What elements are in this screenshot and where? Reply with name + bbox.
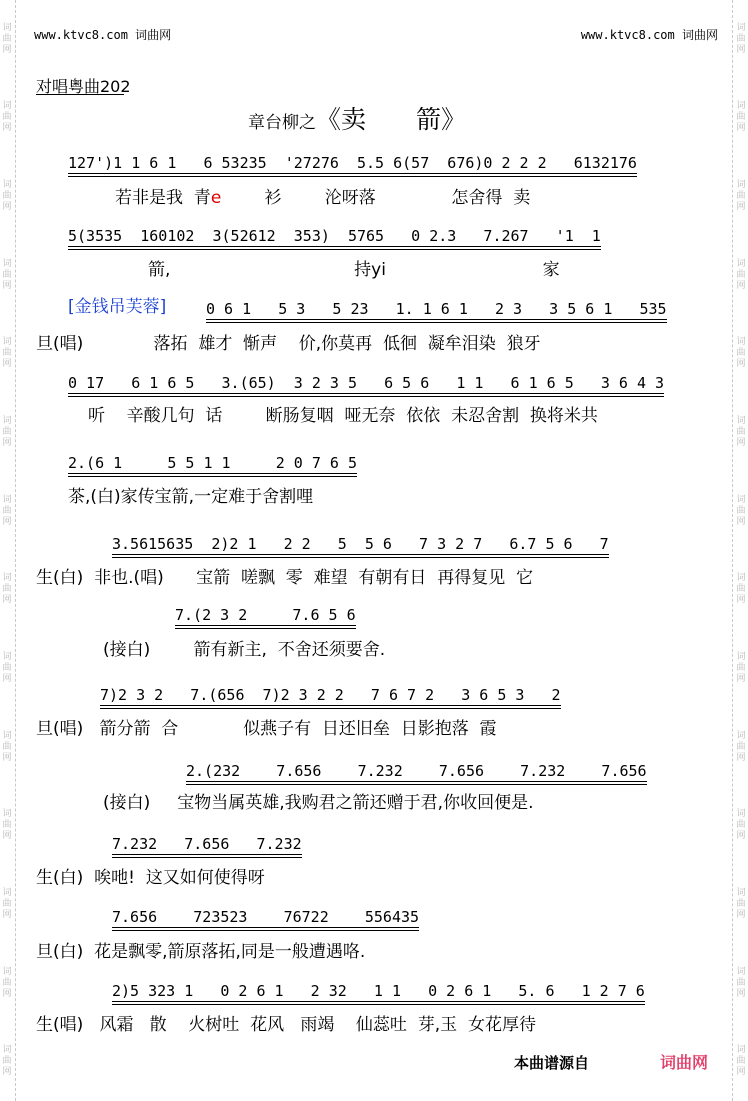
watermark-char: 网 xyxy=(2,359,12,370)
watermark-char: 网 xyxy=(736,909,746,920)
beat-underline xyxy=(100,708,561,709)
song-title-name: 《卖 箭》 xyxy=(316,105,467,134)
watermark-char: 曲 xyxy=(736,191,746,202)
watermark-char: 曲 xyxy=(2,505,12,516)
watermark-group xyxy=(736,101,745,134)
watermark-char: 网 xyxy=(2,202,12,213)
watermark-char: 曲 xyxy=(736,662,746,673)
site-name[interactable]: 词曲网 xyxy=(681,28,718,42)
notation-line: 2)5 323 1 0 2 6 1 2 32 1 1 0 2 6 1 5. 6 1 2 7 6 xyxy=(112,982,645,1000)
watermark-char: 词 xyxy=(736,573,746,584)
watermark-char: 词 xyxy=(736,651,746,662)
lyric-segment: 衫 沦呀落 怎舍得 卖 xyxy=(221,188,531,208)
lyric-segment: e xyxy=(210,188,222,208)
watermark-group xyxy=(2,337,11,370)
site-url[interactable]: www.ktvc8.com xyxy=(580,28,675,42)
watermark-char: 网 xyxy=(2,752,12,763)
notation-line: 7.232 7.656 7.232 xyxy=(112,835,302,853)
watermark-char: 词 xyxy=(736,337,746,348)
beat-underline xyxy=(186,784,647,785)
beat-underline xyxy=(175,625,356,626)
beat-underline xyxy=(112,557,609,558)
watermark-char: 网 xyxy=(2,988,12,999)
watermark-group xyxy=(2,1045,11,1078)
watermark-char: 网 xyxy=(736,752,746,763)
lyric-line: 生(唱) 风霜 散 火树吐 花风 雨竭 仙蕊吐 芽,玉 女花厚待 xyxy=(36,1015,536,1035)
watermark-group xyxy=(2,495,11,528)
beat-underline xyxy=(68,473,357,474)
lyric-line: 生(白) 唉吔! 这又如何使得呀 xyxy=(36,868,265,888)
watermark-group xyxy=(736,416,745,449)
beat-underline xyxy=(112,857,302,858)
watermark-char: 网 xyxy=(736,280,746,291)
notation-line: 2.(6 1 5 5 1 1 2 0 7 6 5 xyxy=(68,454,357,472)
beat-underline xyxy=(100,705,561,706)
watermark-char: 曲 xyxy=(2,584,12,595)
watermark-char: 曲 xyxy=(736,427,746,438)
watermark-char: 曲 xyxy=(2,1056,12,1067)
notation-line: 7.(2 3 2 7.6 5 6 xyxy=(175,606,356,624)
watermark-char: 网 xyxy=(736,123,746,134)
watermark-char: 网 xyxy=(2,123,12,134)
watermark-group xyxy=(2,809,11,842)
series-title-text: 对唱粤曲202 xyxy=(36,77,131,96)
watermark-char: 词 xyxy=(2,809,12,820)
source-label: 本曲谱源自 xyxy=(514,1054,590,1072)
brand-logo[interactable]: 词曲网 xyxy=(660,1053,709,1072)
site-url[interactable]: www.ktvc8.com xyxy=(34,28,128,42)
watermark-char: 词 xyxy=(736,730,746,741)
watermark-char: 词 xyxy=(2,651,12,662)
beat-underline xyxy=(186,781,647,782)
watermark-char: 词 xyxy=(2,180,12,191)
watermark-char: 词 xyxy=(2,258,12,269)
watermark-group xyxy=(2,101,11,134)
beat-underline xyxy=(68,173,637,174)
watermark-char: 词 xyxy=(2,101,12,112)
watermark-char: 词 xyxy=(2,966,12,977)
notation-line: 127')1 1 6 1 6 53235 '27276 5.5 6(57 676)0 2 2 2 6132176 xyxy=(68,154,637,172)
lyric-line: 旦(白) 花是飘零,箭原落拓,同是一般遭遇咯. xyxy=(36,942,366,962)
beat-underline xyxy=(112,1001,645,1002)
beat-underline xyxy=(68,476,357,477)
watermark-char: 网 xyxy=(736,988,746,999)
notation-line: 0 17 6 1 6 5 3.(65) 3 2 3 5 6 5 6 1 1 6 1 6 5 3 6 4 3 xyxy=(68,374,664,392)
watermark-char: 词 xyxy=(736,416,746,427)
watermark-char: 网 xyxy=(736,202,746,213)
watermark-char: 词 xyxy=(736,1045,746,1056)
section-label xyxy=(68,296,166,318)
beat-underline xyxy=(68,249,601,250)
watermark-char: 曲 xyxy=(736,269,746,280)
beat-underline xyxy=(206,319,667,320)
watermark-char: 网 xyxy=(2,516,12,527)
notation-line: 0 6 1 5 3 5 23 1. 1 6 1 2 3 3 5 6 1 535 xyxy=(206,300,667,318)
watermark-char: 网 xyxy=(2,1067,12,1078)
watermark-char: 曲 xyxy=(736,977,746,988)
notation-line: 2.(232 7.656 7.232 7.656 7.232 7.656 xyxy=(186,762,647,780)
watermark-char: 词 xyxy=(2,1045,12,1056)
watermark-char: 曲 xyxy=(2,741,12,752)
song-title xyxy=(248,100,466,136)
watermark-char: 曲 xyxy=(2,977,12,988)
lyric-line: (接白) 宝物当属英雄,我购君之箭还赠于君,你收回便是. xyxy=(103,793,534,813)
watermark-char: 曲 xyxy=(736,112,746,123)
watermark-char: 网 xyxy=(2,831,12,842)
watermark-group xyxy=(736,495,745,528)
song-title-prefix: 章台柳之 xyxy=(248,113,316,133)
beat-underline xyxy=(112,854,302,855)
notation-line: 3.5615635 2)2 1 2 2 5 5 6 7 3 2 7 6.7 5 6 7 xyxy=(112,535,609,553)
series-title xyxy=(36,74,131,97)
watermark-char: 词 xyxy=(736,809,746,820)
watermark-char: 网 xyxy=(736,673,746,684)
watermark-char: 网 xyxy=(736,438,746,449)
watermark-group xyxy=(736,23,745,56)
watermark-char: 曲 xyxy=(736,33,746,44)
lyric-line: 生(白) 非也.(唱) 宝箭 嗟飘 零 难望 有朝有日 再得复见 它 xyxy=(36,568,534,588)
watermark-char: 词 xyxy=(736,494,746,505)
watermark-group xyxy=(736,180,745,213)
beat-underline xyxy=(68,396,664,397)
watermark-char: 网 xyxy=(2,438,12,449)
watermark-char: 词 xyxy=(2,416,12,427)
watermark-char: 词 xyxy=(2,730,12,741)
watermark-group xyxy=(2,23,11,56)
beat-underline xyxy=(112,927,419,928)
beat-underline xyxy=(112,1004,645,1005)
watermark-char: 曲 xyxy=(736,348,746,359)
watermark-char: 词 xyxy=(2,573,12,584)
header-site-right[interactable] xyxy=(581,26,718,43)
watermark-char: 词 xyxy=(736,966,746,977)
watermark-group xyxy=(736,809,745,842)
watermark-char: 词 xyxy=(736,258,746,269)
watermark-char: 网 xyxy=(736,359,746,370)
lyric-line: 箭, 持yi 家 xyxy=(148,260,560,280)
side-watermark-left xyxy=(0,0,14,1101)
header-site-left[interactable] xyxy=(34,26,171,43)
watermark-group xyxy=(2,416,11,449)
beat-underline xyxy=(206,322,667,323)
watermark-group xyxy=(736,652,745,685)
watermark-char: 曲 xyxy=(736,820,746,831)
watermark-group xyxy=(736,731,745,764)
lyric-line: 茶,(白)家传宝箭,一定难于舍割哩 xyxy=(68,487,314,507)
watermark-char: 网 xyxy=(2,673,12,684)
watermark-char: 曲 xyxy=(2,33,12,44)
watermark-char: 词 xyxy=(736,22,746,33)
watermark-char: 曲 xyxy=(2,662,12,673)
watermark-char: 词 xyxy=(2,337,12,348)
watermark-char: 曲 xyxy=(736,584,746,595)
watermark-char: 网 xyxy=(2,44,12,55)
watermark-char: 曲 xyxy=(2,427,12,438)
watermark-group xyxy=(2,573,11,606)
watermark-char: 网 xyxy=(736,595,746,606)
watermark-char: 词 xyxy=(736,887,746,898)
site-name[interactable]: 词曲网 xyxy=(135,28,172,42)
watermark-char: 网 xyxy=(736,1067,746,1078)
beat-underline xyxy=(175,628,356,629)
watermark-group xyxy=(736,888,745,921)
watermark-char: 曲 xyxy=(736,505,746,516)
beat-underline xyxy=(68,176,637,177)
watermark-char: 曲 xyxy=(2,112,12,123)
watermark-char: 词 xyxy=(2,22,12,33)
watermark-char: 曲 xyxy=(2,820,12,831)
watermark-char: 曲 xyxy=(2,269,12,280)
watermark-group xyxy=(736,1045,745,1078)
watermark-char: 曲 xyxy=(2,191,12,202)
watermark-char: 曲 xyxy=(736,898,746,909)
watermark-group xyxy=(2,967,11,1000)
watermark-group xyxy=(736,337,745,370)
watermark-group xyxy=(736,967,745,1000)
lyric-line: 听 辛酸几句 话 断肠复咽 哑无奈 依依 未忍舍割 换将米共 xyxy=(88,406,598,426)
notation-line: 7.656 723523 76722 556435 xyxy=(112,908,419,926)
watermark-char: 曲 xyxy=(2,898,12,909)
section-label-text: [金钱吊芙蓉] xyxy=(68,297,167,317)
lyric-line: (接白) 箭有新主, 不舍还须要舍. xyxy=(103,640,386,660)
lyric-segment: 若非是我 青 xyxy=(115,188,211,208)
watermark-char: 网 xyxy=(2,280,12,291)
lyric-line: 旦(唱) 落拓 雄才 惭声 价,你莫再 低徊 凝牟泪染 狼牙 xyxy=(36,334,541,354)
lyric-line xyxy=(115,187,530,209)
watermark-char: 曲 xyxy=(736,741,746,752)
watermark-group xyxy=(2,652,11,685)
watermark-group xyxy=(736,573,745,606)
watermark-char: 网 xyxy=(736,831,746,842)
watermark-group xyxy=(736,259,745,292)
watermark-char: 词 xyxy=(736,180,746,191)
watermark-group xyxy=(2,731,11,764)
beat-underline xyxy=(112,554,609,555)
watermark-char: 曲 xyxy=(2,348,12,359)
beat-underline xyxy=(112,930,419,931)
lyric-line: 旦(唱) 箭分箭 合 似燕子有 日还旧垒 日影抱落 霞 xyxy=(36,719,497,739)
watermark-group xyxy=(2,888,11,921)
watermark-char: 网 xyxy=(2,595,12,606)
watermark-char: 词 xyxy=(2,887,12,898)
watermark-char: 词 xyxy=(736,101,746,112)
beat-underline xyxy=(68,246,601,247)
watermark-char: 网 xyxy=(736,44,746,55)
beat-underline xyxy=(68,393,664,394)
notation-line: 5(3535 160102 3(52612 353) 5765 0 2.3 7.267 '1 1 xyxy=(68,227,601,245)
watermark-char: 词 xyxy=(2,494,12,505)
watermark-group xyxy=(2,180,11,213)
watermark-group xyxy=(2,259,11,292)
watermark-char: 曲 xyxy=(736,1056,746,1067)
watermark-char: 网 xyxy=(2,909,12,920)
side-watermark-right xyxy=(734,0,748,1101)
notation-line: 7)2 3 2 7.(656 7)2 3 2 2 7 6 7 2 3 6 5 3 2 xyxy=(100,686,561,704)
watermark-char: 网 xyxy=(736,516,746,527)
